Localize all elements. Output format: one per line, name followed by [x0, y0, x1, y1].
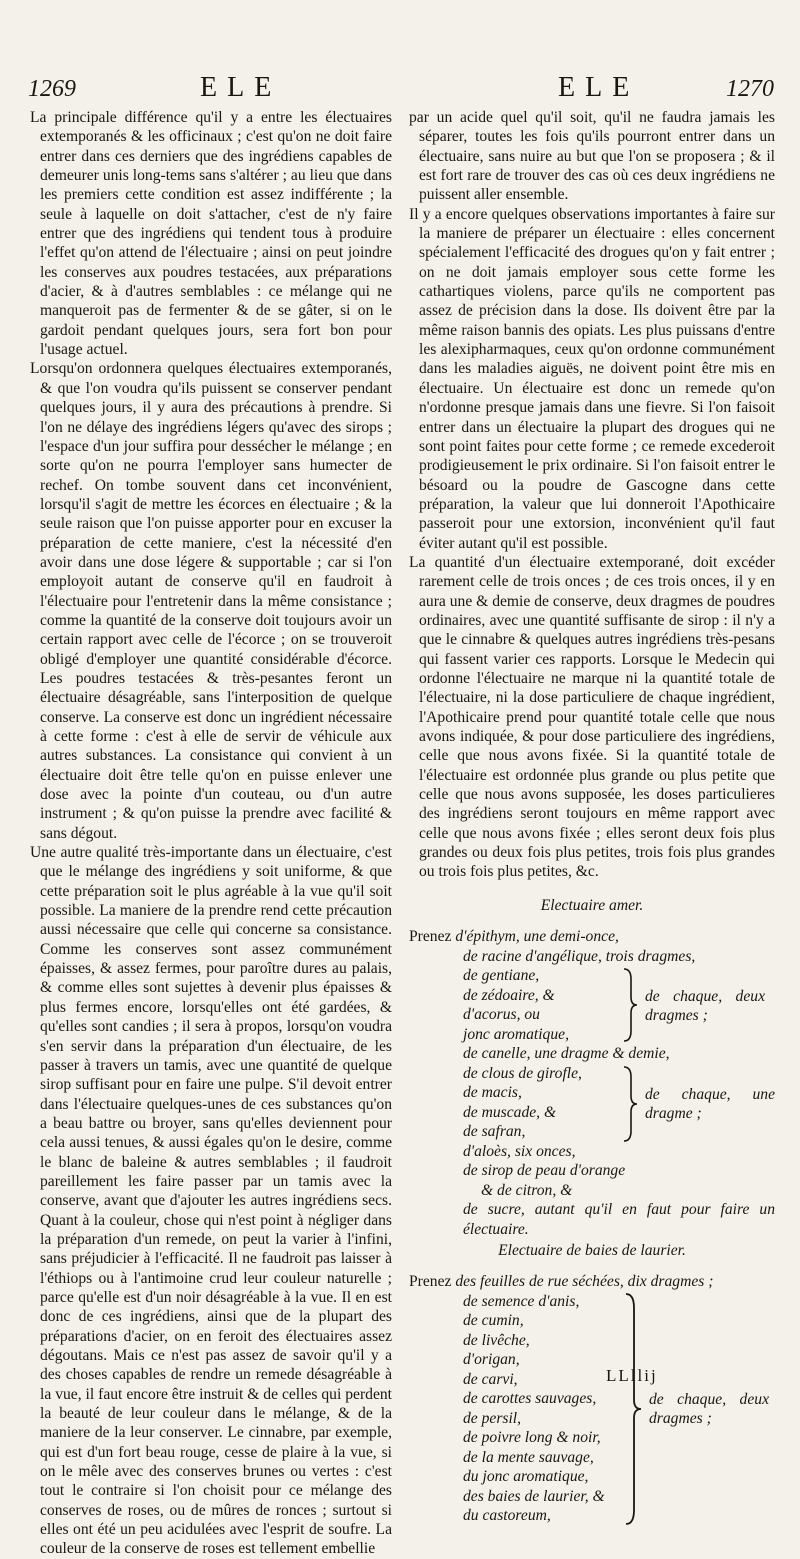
- recipe-title: Electuaire de baies de laurier.: [498, 1242, 686, 1260]
- recipe-ingredient: de canelle, une dragme & demie,: [463, 1045, 670, 1063]
- recipe-ingredient: de la mente sauvage,: [463, 1448, 594, 1466]
- recipe-ingredient: du castoreum,: [463, 1507, 551, 1525]
- running-title-right: ELE: [558, 72, 640, 103]
- recipe-ingredient: & de citron, &: [481, 1181, 573, 1199]
- running-title-left: ELE: [200, 72, 282, 103]
- recipe-ingredient: de sucre, autant qu'il en faut pour faire un électuaire.: [463, 1201, 775, 1238]
- page-number-left: 1269: [28, 76, 76, 102]
- recipe-lead-word: Prenez: [409, 928, 452, 946]
- recipe-ingredient: d'acorus, ou: [463, 1006, 540, 1024]
- recipe-title: Electuaire amer.: [540, 896, 644, 914]
- recipe-electuaire-baies-laurier: [409, 1272, 775, 1534]
- paragraph: Une autre qualité très-importante dans un électuaire, c'est que le mélange des ingrédiens y soit uniforme, & que cette préparation soit le plus agréable à la vue qu'il soit possible. La maniere de la prendre rend cette précaution aussi nécessaire que celle qui concerne sa consistance. Comme les conserves sont assez communément épaisses, & assez fermes, pour paroître dures au palais, & comme elles sont sujettes à devenir plus épaisses & plus fermes encore, lorsqu'elles ont été gardées, & qu'elles sont candies ; il sera à propos, lorsqu'on voudra s'en servir dans la préparation d'un électuaire, de les passer à travers un tamis, avec une quantité de quelque sirop suffisant pour en faire une pulpe. S'il devoit entrer dans l'électuaire quelques-unes de ces substances qu'on a beau battre ou broyer, sans qu'elles deviennent pour cela aussi tenues, & aussi égales qu'on le desire, comme le blanc de baleine & autres semblables ; il faudroit pareillement les faire passer par un tamis avec la conserve, avant que d'ajouter les autres ingrédiens secs. Quant à la couleur, chose qui n'est point à négliger dans la préparation d'un remede, on peut la varier à l'infini, sans préjudicier à l'efficacité. Il ne faudroit pas laisser à l'éthiops ou à l'antimoine crud leur couleur naturelle ; parce qu'elle est d'un noir désagréable à la vue. Il en est donc de ces ingrédiens, ainsi que de la plupart des préparations d'acier, on en feroit des électuaires assez dégoutans. Mais ce n'est pas assez de savoir qu'il y a des choses capables de rendre un remede désagréable à la vue, il faut encore être instruit & de celles qui perdent la beauté de leur couleur dans le mélange, & de la maniere de la leur conserver. Le cinnabre, par exemple, qui est d'un fort beau rouge, cesse de plaire à la vue, si on le mêle avec des conserves brunes ou vertes : c'est tout le contraire si l'on choisit pour ce mélange des conserves de roses, ou de mûres de ronces ; surtout si elles ont été un peu acidulées avec l'esprit de soufre. La couleur de la conserve de roses est tellement embellie: [30, 844, 392, 1558]
- recipe-ingredient: de racine d'angélique, trois dragmes,: [463, 947, 696, 965]
- recipe-ingredient: jonc aromatique,: [463, 1025, 569, 1043]
- recipe-electuaire-amer: [409, 927, 775, 1238]
- left-column: [30, 108, 392, 1559]
- curly-brace-icon: [621, 1065, 639, 1143]
- recipe-ingredient: de macis,: [463, 1084, 522, 1102]
- recipe-ingredient: de safran,: [463, 1123, 526, 1141]
- paragraph: Lorsqu'on ordonnera quelques électuaires extemporanés, & que l'on voudra qu'ils puissent se conserver pendant quelques jours, il y aura des précautions à prendre. Si l'on ne délaye des ingrédiens légers qu'avec des sirops ; l'espace d'un jour suffira pour dessécher le mélange ; en sorte qu'on ne pourra l'employer sans humecter de rechef. On tombe souvent dans cet inconvénient, lorsqu'il s'agit de mettre les écorces en électuaire ; & la seule raison que l'on puisse apporter pour en excuser la préparation de cette maniere, c'est la nécessité d'en avoir dans une dose légere & supportable ; car si l'on employoit autant de conserve qu'il en faudroit à l'électuaire pour l'entretenir dans la même consistance ; comme la quantité de la conserve doit toujours avoir un certain rapport avec celle de l'écorce ; on se trouveroit obligé d'employer une quantité considérable d'écorce. Les poudres testacées & très-pesantes feront un électuaire désagréable, sans l'interposition de quelque conserve. La conserve est donc un ingrédient nécessaire à cette forme : c'est à elle de servir de véhicule aux autres substances. La consistance qui convient à un électuaire doit être telle qu'on en puisse enlever une dose avec la pointe d'un couteau, ou d'un autre instrument ; & qu'on puisse la prendre avec facilité & sans dégout.: [30, 360, 392, 842]
- paragraph: par un acide quel qu'il soit, qu'il ne faudra jamais les séparer, toutes les fois qu'ils pourront entrer dans un électuaire, sans nuire au but que l'on se proposera ; & il est fort rare de trouver des cas où ces deux ingrédiens ne puissent aller ensemble.: [409, 109, 775, 204]
- recipe-ingredient: de cumin,: [463, 1312, 524, 1330]
- recipe-ingredient: de carvi,: [463, 1370, 518, 1388]
- dosage-note: de chaque, deux dragmes ;: [649, 1391, 769, 1428]
- paragraph: La principale différence qu'il y a entre les électuaires extemporanés & les officinaux ; c'est qu'on ne doit faire entrer dans ces derniers que des ingrédiens capables de demeurer unis long-tems sans s'altérer ; au lieu que dans les premiers cette condition est assez indifférente ; la seule à laquelle on doit s'attacher, c'est de n'y faire entrer que des ingrédiens qui tendent tous à produire l'effet qu'on attend de l'électuaire ; ainsi on peut joindre les conserves aux poudres testacées, aux préparations d'acier, & à d'autres semblables : ce mélange qui ne manqueroit pas de fermenter & de se gâter, si on le gardoit pendant quelques jours, sera fort bon pour l'usage actuel.: [30, 109, 392, 359]
- recipe-ingredient: de persil,: [463, 1409, 522, 1427]
- paragraph: Il y a encore quelques observations importantes à faire sur la maniere de préparer un électuaire : elles concernent spécialement l'efficacité des drogues qu'on y fait entrer ; on ne doit jamais employer sous cette forme les cathartiques violens, parce qu'ils ne comportent pas assez de précision dans la dose. Ils doivent être par la même raison bannis des opiats. Les plus puissans d'entre les alexipharmaques, ceux qu'on ordonne communément dans les maladies aiguës, ne doivent point être mis en électuaire. Un électuaire est donc un remede qu'on n'ordonne presque jamais dans une fievre. Si l'on faisoit entrer dans un électuaire la plupart des drogues qui ne sont point faites pour cette forme ; ce remede excederoit prodigieusement le prix ordinaire. Si l'on faisoit entrer le bésoard ou la poudre de Gascogne dans cette préparation, la valeur que lui donneroit l'Apothicaire passeroit pour une extorsion, inconvénient qu'il faut éviter autant qu'il est possible.: [409, 205, 775, 552]
- recipe-ingredient: de poivre long & noir,: [463, 1429, 601, 1447]
- dosage-note: de chaque, une dragme ;: [645, 1086, 775, 1123]
- dosage-note: de chaque, deux dragmes ;: [645, 988, 765, 1025]
- paragraph: La quantité d'un électuaire extemporané, doit excéder rarement celle de trois onces ; de ces trois onces, il y en aura une & demie de conserve, deux dragmes de poudres ordinaires, avec une quantité suffisante de sirop : il n'y a que le cinnabre & quelques autres ingrédiens très-pesans qui fassent varier ces rapports. Lorsque le Medecin qui ordonne l'électuaire ne marque ni la quantité totale de l'électuaire, ni la dose particuliere de chaque ingrédient, l'Apothicaire prend pour quantité totale celle que nous avons indiquée, & pour dose particuliere des ingrédiens, celle que nous avons fixée. Si la quantité totale de l'électuaire est ordonnée plus grande ou plus petite que celle que nous avons supposée, les doses particulieres des ingrédiens seront toujours en même rapport avec celle que nous avons fixée ; elles seront deux fois plus grandes ou deux fois plus petites, trois fois plus grandes ou trois fois plus petites, &c.: [409, 553, 775, 881]
- curly-brace-icon: [621, 967, 639, 1043]
- recipe-ingredient: des feuilles de rue séchées, dix dragmes ;: [455, 1273, 714, 1291]
- signature-mark: LLllij: [606, 1366, 658, 1385]
- curly-brace-icon: [623, 1292, 643, 1526]
- right-column: [409, 108, 775, 1534]
- recipe-ingredient: des baies de laurier, &: [463, 1487, 605, 1505]
- recipe-ingredient: de clous de girofle,: [463, 1064, 582, 1082]
- recipe-ingredient: d'origan,: [463, 1351, 520, 1369]
- recipe-lead-word: Prenez: [409, 1273, 452, 1291]
- recipe-ingredient: d'épithym, une demi-once,: [455, 928, 619, 946]
- recipe-ingredient: du jonc aromatique,: [463, 1468, 589, 1486]
- recipe-ingredient: de semence d'anis,: [463, 1292, 580, 1310]
- recipe-ingredient: de livêche,: [463, 1331, 530, 1349]
- recipe-ingredient: d'aloès, six onces,: [463, 1142, 576, 1160]
- recipe-ingredient: de zédoaire, &: [463, 986, 555, 1004]
- running-header: [28, 70, 774, 104]
- recipe-ingredient: de carottes sauvages,: [463, 1390, 597, 1408]
- recipe-ingredient: de sirop de peau d'orange: [463, 1162, 626, 1180]
- recipe-ingredient: de muscade, &: [463, 1103, 557, 1121]
- page-number-right: 1270: [726, 76, 774, 102]
- recipe-ingredient: de gentiane,: [463, 967, 540, 985]
- recipe-line: [409, 927, 775, 947]
- recipe-line: [409, 1272, 775, 1292]
